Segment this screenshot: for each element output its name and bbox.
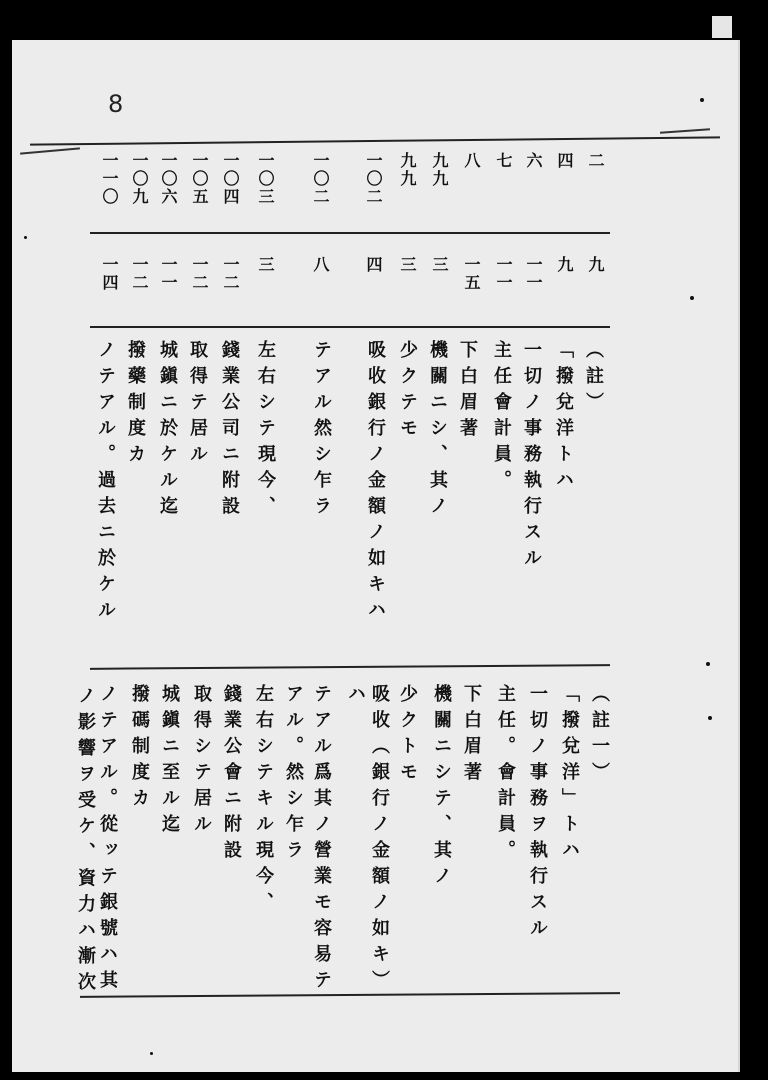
text-column: 少クテモ [397,340,418,444]
text-column: 「撥兌洋」トハ [559,684,580,866]
line-ref-number: 一一 [159,256,178,292]
text-column: 機關ニシ、其ノ [427,340,448,522]
text-column: 城鎭ニ至ル迄 [159,684,180,840]
page-ref-number: 七 [494,152,513,170]
text-column: 吸收銀行ノ金額ノ如キハ [365,340,386,626]
text-column: テアル然シ乍ラ [311,340,332,522]
page-number: 8 [108,90,124,118]
text-column: 撥碼制度カ [129,684,150,814]
rule-mid-2 [90,326,610,328]
line-ref-number: 一四 [100,256,119,292]
page-ref-number: 四 [555,152,574,170]
speck [700,98,704,102]
line-ref-number: 九 [586,256,605,274]
page-ref-number: 一〇二 [364,152,383,206]
text-column: 主任會計員。 [491,340,512,496]
rule-mid-1 [90,232,610,234]
line-ref-number: 三 [430,256,449,274]
page-ref-number: 一〇四 [221,152,240,206]
page-ref-number: 九九 [430,152,449,188]
line-ref-number: 八 [311,256,330,274]
text-column: 少クトモ [397,684,418,788]
text-column: 一切ノ事務ヲ執行スル [527,684,548,944]
speck [690,296,694,300]
text-column: （註） [583,340,604,418]
text-column: 機關ニシテ、其ノ [431,684,452,892]
text-column: 撥藥制度カ [125,340,146,470]
line-ref-number: 一一 [524,256,543,292]
text-column: 取得テ居ル [187,340,208,470]
line-ref-number: 四 [364,256,383,274]
text-column: 左右シテ現今、 [255,340,276,522]
speck [708,716,712,720]
text-column: アル。然シ乍ラ [283,684,304,866]
text-column: 一切ノ事務執行スル [521,340,542,574]
text-column: 取得シテ居ル [191,684,212,840]
text-column: 左右シテキル現今、 [253,684,274,918]
speck [24,236,27,239]
text-column: テアル爲其ノ營業モ容易テ [311,684,332,996]
page-ref-number: 一〇五 [190,152,209,206]
text-column: 下白眉著 [461,684,482,788]
page-ref-number: 二 [586,152,605,170]
text-column: ノテアル。過去ニ於ケル [95,340,116,626]
text-column: 吸收（銀行ノ金額ノ如キ） [369,684,390,996]
text-column: ノテアル。從ッテ銀號ハ其 [97,684,118,996]
text-column: 「撥兌洋トハ [553,340,574,496]
line-ref-number: 九 [555,256,574,274]
line-ref-number: 三 [398,256,417,274]
speck [706,662,710,666]
line-ref-number: 三 [256,256,275,274]
line-ref-number: 一二 [130,256,149,292]
page-ref-number: 一〇六 [159,152,178,206]
page-ref-number: 八 [462,152,481,170]
speck [150,1052,153,1055]
text-column: ハ [345,684,366,710]
text-column: 主任。會計員。 [495,684,516,866]
line-ref-number: 一一 [494,256,513,292]
text-column: 錢業公會ニ附設 [221,684,242,866]
page-ref-number: 一〇三 [256,152,275,206]
page-ref-number: 九九 [398,152,417,188]
page-ref-number: 一〇九 [130,152,149,206]
text-column: （註一） [589,684,610,788]
line-ref-number: 一五 [462,256,481,292]
text-column: ノ影響ヲ受ケ、資力ハ漸次 [75,686,96,998]
page-ref-number: 一〇二 [311,152,330,206]
text-column: 城鎭ニ於ケル迄 [157,340,178,522]
line-ref-number: 一二 [221,256,240,292]
page-ref-number: 一一〇 [100,152,119,206]
text-column: 錢業公司ニ附設 [219,340,240,522]
page-ref-number: 六 [524,152,543,170]
page-corner [712,16,732,38]
line-ref-number: 一二 [190,256,209,292]
text-column: 下白眉著 [457,340,478,444]
